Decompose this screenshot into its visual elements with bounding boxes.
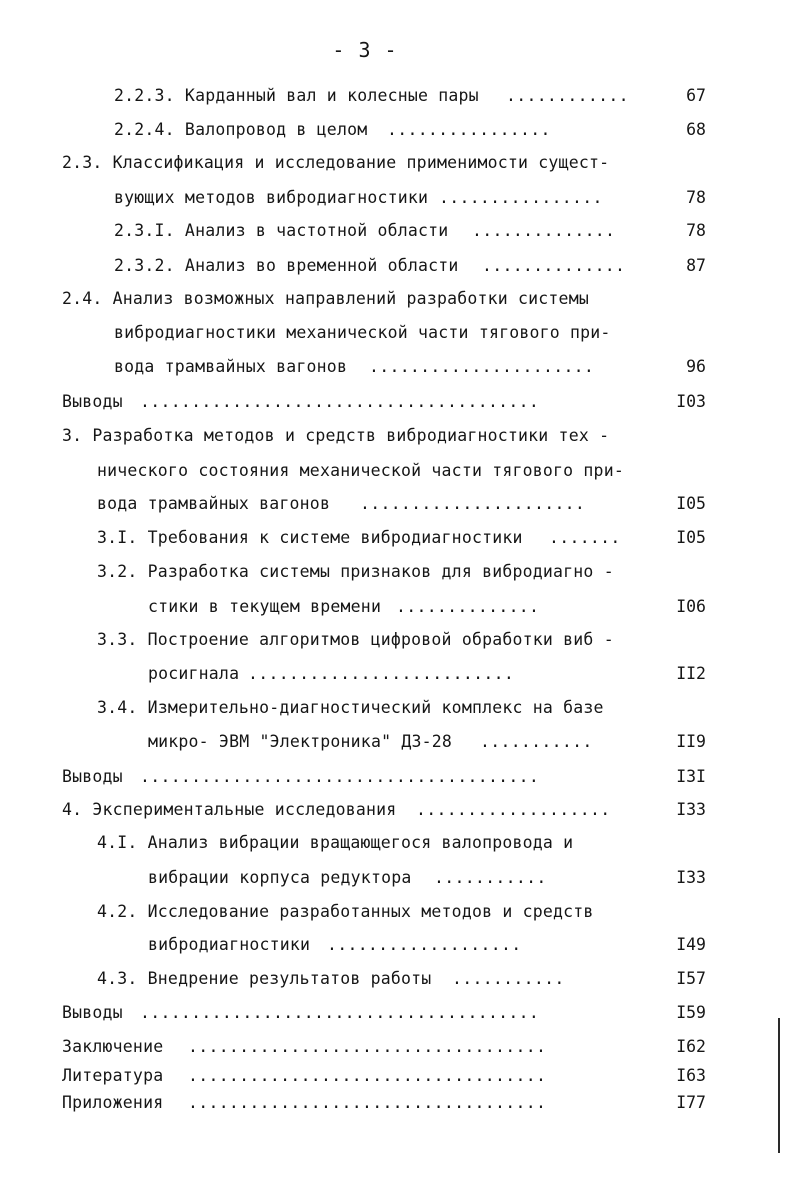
toc-page-number: 67 bbox=[686, 86, 706, 105]
toc-leader: ................................... bbox=[188, 1037, 547, 1056]
toc-entry-text: нического состояния механической части тягового при- bbox=[97, 461, 624, 480]
toc-entry-text: росигнала bbox=[148, 664, 240, 683]
toc-leader: ................ bbox=[439, 188, 603, 207]
toc-page-number: 78 bbox=[686, 188, 706, 207]
toc-leader: .............. bbox=[472, 221, 616, 240]
toc-entry-text: 3.2. Разработка системы признаков для вибродиагно - bbox=[97, 562, 614, 581]
toc-page-number: I05 bbox=[676, 494, 706, 513]
toc-page-number: 87 bbox=[686, 256, 706, 275]
toc-page-number: I03 bbox=[676, 392, 706, 411]
toc-page-number: I3I bbox=[676, 767, 706, 786]
toc-entry-text: вибродиагностики механической части тягового при- bbox=[114, 323, 611, 342]
toc-page-number: I06 bbox=[676, 597, 706, 616]
toc-page-number: 78 bbox=[686, 221, 706, 240]
toc-leader: ................................... bbox=[188, 1093, 547, 1112]
toc-leader: ....................................... bbox=[140, 392, 540, 411]
toc-entry-text: 3. Разработка методов и средств вибродиагностики тех - bbox=[62, 426, 610, 445]
toc-page-number: I77 bbox=[676, 1093, 706, 1112]
toc-entry-text: 2.3.2. Анализ во временной области bbox=[114, 256, 459, 275]
toc-page-number: I63 bbox=[676, 1066, 706, 1085]
toc-entry-text: 4.I. Анализ вибрации вращающегося валопровода и bbox=[97, 833, 574, 852]
toc-leader: ....... bbox=[549, 528, 621, 547]
scan-margin-line bbox=[778, 1018, 780, 1153]
toc-entry-text: вующих методов вибродиагностики bbox=[114, 188, 429, 207]
toc-entry-text: Приложения bbox=[62, 1093, 164, 1112]
toc-leader: ....................................... bbox=[140, 1003, 540, 1022]
toc-entry-text: 3.I. Требования к системе вибродиагностики bbox=[97, 528, 523, 547]
toc-entry-text: 4. Экспериментальные исследования bbox=[62, 800, 397, 819]
toc-entry-text: 2.3.I. Анализ в частотной области bbox=[114, 221, 449, 240]
toc-entry-text: вибродиагностики bbox=[148, 935, 311, 954]
toc-page-number: I33 bbox=[676, 800, 706, 819]
toc-entry-text: Заключение bbox=[62, 1037, 164, 1056]
toc-leader: ........... bbox=[452, 969, 565, 988]
toc-page-number: I49 bbox=[676, 935, 706, 954]
toc-entry-text: стики в текущем времени bbox=[148, 597, 382, 616]
toc-entry-text: Выводы bbox=[62, 1003, 123, 1022]
toc-leader: ....................................... bbox=[140, 767, 540, 786]
toc-leader: ................ bbox=[387, 120, 551, 139]
toc-leader: ........... bbox=[480, 732, 593, 751]
toc-page-number: I33 bbox=[676, 868, 706, 887]
toc-leader: ................... bbox=[327, 935, 522, 954]
toc-leader: .............. bbox=[396, 597, 540, 616]
toc-entry-text: микро- ЭВМ "Электроника" ДЗ-28 bbox=[148, 732, 453, 751]
toc-leader: ................... bbox=[416, 800, 611, 819]
page-number: - 3 - bbox=[332, 38, 398, 62]
toc-entry-text: 2.2.4. Валопровод в целом bbox=[114, 120, 368, 139]
toc-entry-text: вода трамвайных вагонов bbox=[114, 357, 348, 376]
toc-page-number: I59 bbox=[676, 1003, 706, 1022]
toc-entry-text: вода трамвайных вагонов bbox=[97, 494, 331, 513]
toc-page-number: 96 bbox=[686, 357, 706, 376]
toc-entry-text: вибрации корпуса редуктора bbox=[148, 868, 412, 887]
toc-leader: ................................... bbox=[188, 1066, 547, 1085]
toc-entry-text: 4.3. Внедрение результатов работы bbox=[97, 969, 432, 988]
toc-page-number: I05 bbox=[676, 528, 706, 547]
toc-entry-text: 2.3. Классификация и исследование применимости сущест- bbox=[62, 153, 610, 172]
toc-page-number: I57 bbox=[676, 969, 706, 988]
toc-entry-text: Выводы bbox=[62, 392, 123, 411]
toc-entry-text: Литература bbox=[62, 1066, 164, 1085]
toc-page-number: II2 bbox=[676, 664, 706, 683]
toc-entry-text: 2.2.3. Карданный вал и колесные пары bbox=[114, 86, 479, 105]
toc-entry-text: 2.4. Анализ возможных направлений разработки системы bbox=[62, 289, 589, 308]
toc-entry-text: 3.3. Построение алгоритмов цифровой обработки виб - bbox=[97, 630, 614, 649]
toc-page-number: I62 bbox=[676, 1037, 706, 1056]
toc-entry-text: 4.2. Исследование разработанных методов и средств bbox=[97, 902, 594, 921]
toc-leader: ........... bbox=[434, 868, 547, 887]
toc-leader: ............ bbox=[506, 86, 629, 105]
toc-page-number: II9 bbox=[676, 732, 706, 751]
toc-entry-text: Выводы bbox=[62, 767, 123, 786]
toc-leader: ...................... bbox=[360, 494, 586, 513]
toc-entry-text: 3.4. Измерительно-диагностический комплекс на базе bbox=[97, 698, 604, 717]
toc-page-number: 68 bbox=[686, 120, 706, 139]
toc-leader: ...................... bbox=[369, 357, 595, 376]
toc-leader: .......................... bbox=[248, 664, 515, 683]
toc-leader: .............. bbox=[482, 256, 626, 275]
